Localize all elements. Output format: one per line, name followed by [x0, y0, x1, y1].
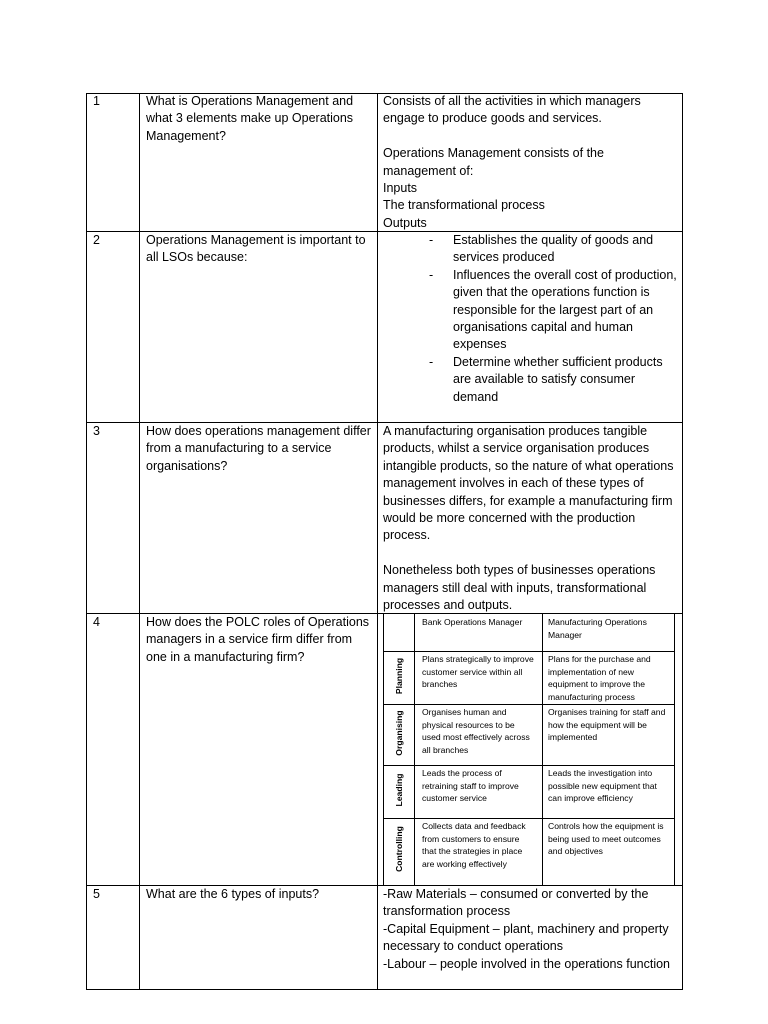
- question-cell: What is Operations Management and what 3 elements make up Operations Management?: [146, 94, 354, 143]
- question-cell: How does the POLC roles of Operations managers in a service firm differ from one in a manufacturing firm?: [146, 615, 370, 664]
- polc-cell: Leads the investigation into possible new equipment that can improve efficiency: [548, 768, 657, 804]
- polc-role-leading: Leading: [394, 773, 404, 807]
- list-item: [383, 354, 679, 406]
- table-border-right: [682, 93, 683, 990]
- answer-paragraph: Consists of all the activities in which managers engage to produce goods and services.: [383, 94, 641, 126]
- answer-line: -Labour – people involved in the operations function: [383, 956, 671, 971]
- bullet-dash: -: [429, 233, 434, 247]
- table-col-divider-1: [139, 93, 140, 990]
- polc-cell: Leads the process of retraining staff to improve customer service: [422, 768, 519, 804]
- question-cell: How does operations management differ from a manufacturing to a service organisations?: [146, 424, 371, 473]
- polc-cell: Organises human and physical resources to be used most effectively across all branches: [422, 707, 530, 755]
- polc-role-planning: Planning: [394, 657, 404, 695]
- list-item-text: Establishes the quality of goods and services produced: [453, 233, 654, 265]
- answer-paragraph: Operations Management consists of the management of:: [383, 146, 604, 178]
- row-number: 1: [93, 94, 100, 108]
- row-number: 5: [93, 887, 100, 901]
- polc-role-controlling: Controlling: [394, 826, 404, 872]
- polc-header-manufacturing: Manufacturing Operations Manager: [548, 617, 647, 640]
- list-item: [383, 267, 679, 354]
- polc-cell: Plans for the purchase and implementation of new equipment to improve the manufacturing process: [548, 654, 651, 702]
- question-cell: What are the 6 types of inputs?: [146, 887, 320, 901]
- answer-cell: [383, 423, 679, 614]
- answer-cell: [383, 232, 679, 406]
- answer-line: The transformational process: [383, 198, 545, 213]
- list-item: [383, 232, 679, 267]
- answer-paragraph: Nonetheless both types of businesses operations managers still deal with inputs, transformational processes and outputs.: [383, 563, 656, 613]
- question-cell: Operations Management is important to all LSOs because:: [146, 233, 366, 265]
- bullet-dash: -: [429, 267, 434, 282]
- answer-line: Inputs: [383, 181, 418, 196]
- table-border-left: [86, 93, 87, 990]
- answer-cell: [383, 886, 679, 973]
- bullet-dash: -: [429, 354, 434, 369]
- list-item-text: Influences the overall cost of production, given that the operations function is responsible for the largest part of an organisations capital and human expenses: [453, 267, 677, 352]
- list-item-text: Determine whether sufficient products are available to satisfy consumer demand: [453, 354, 663, 404]
- table-border-bottom: [86, 989, 683, 990]
- row-number: 4: [93, 615, 100, 629]
- answer-line: -Capital Equipment – plant, machinery and property necessary to conduct operations: [383, 921, 669, 954]
- polc-cell: Controls how the equipment is being used to meet outcomes and objectives: [548, 821, 664, 857]
- answer-line: -Raw Materials – consumed or converted by the transformation process: [383, 887, 649, 919]
- bullet-list: [383, 232, 679, 406]
- table-col-divider-2: [377, 93, 378, 990]
- polc-cell: Organises training for staff and how the equipment will be implemented: [548, 707, 666, 743]
- answer-cell: [383, 93, 679, 232]
- polc-role-organising: Organising: [394, 710, 404, 756]
- polc-cell: Plans strategically to improve customer service within all branches: [422, 654, 534, 690]
- polc-cell: Collects data and feedback from customers to ensure that the strategies in place are working effectively: [422, 821, 526, 869]
- answer-line: Outputs: [383, 215, 427, 230]
- answer-paragraph: A manufacturing organisation produces tangible products, whilst a service organisation produces intangible products, so the nature of what operations management involves in each of these types of businesses differs, for example a manufacturing firm would be more concerned with the production process.: [383, 424, 674, 543]
- polc-header-bank: Bank Operations Manager: [422, 617, 523, 627]
- row-number: 3: [93, 424, 100, 438]
- row-number: 2: [93, 233, 100, 247]
